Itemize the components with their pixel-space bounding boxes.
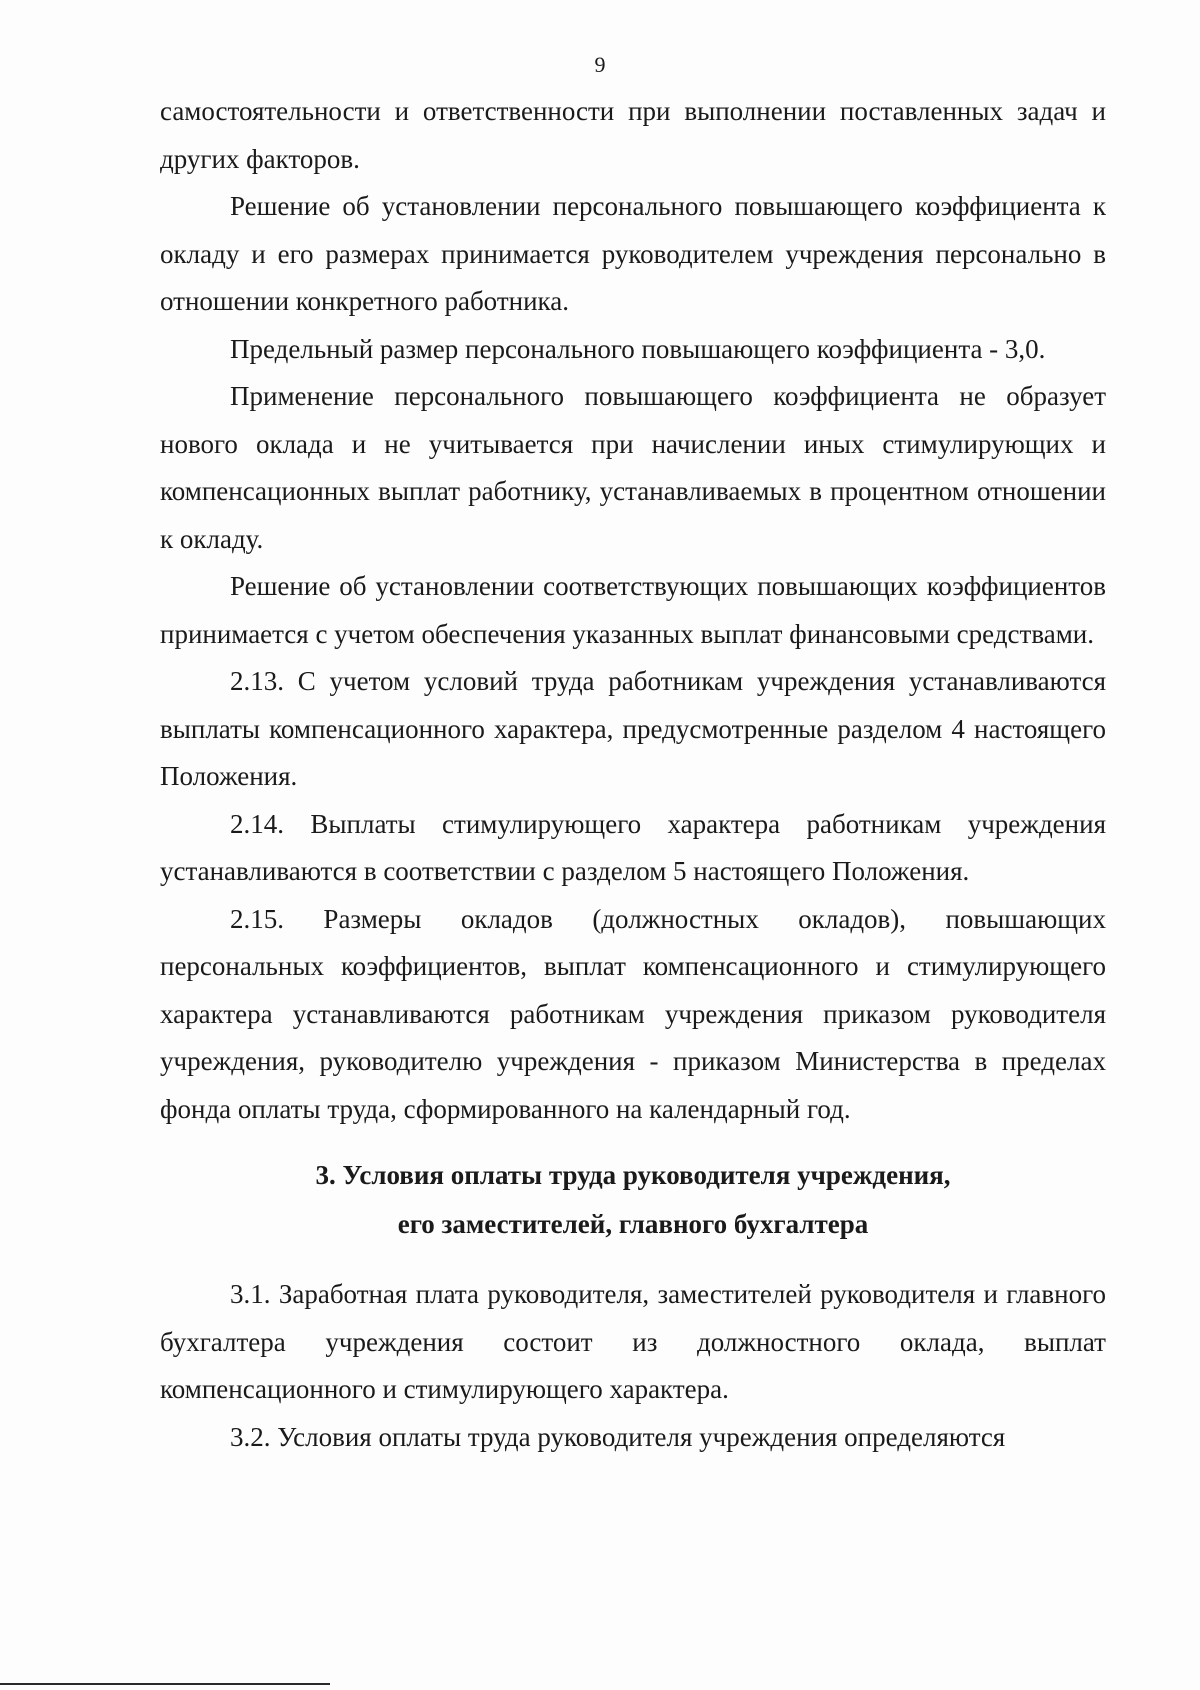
page-number: 9	[594, 52, 606, 77]
paragraph: 2.13. С учетом условий труда работникам учреждения устанавливаются выплаты компенсационного характера, предусмотренные разделом 4 настоящего Положения.	[160, 666, 1106, 791]
paragraph: Предельный размер персонального повышающего коэффициента - 3,0.	[230, 333, 1046, 364]
paragraph: Решение об установлении соответствующих повышающих коэффициентов принимается с учетом обеспечения указанных выплат финансовыми средствами.	[160, 571, 1106, 649]
paragraph: Применение персонального повышающего коэффициента не образует нового оклада и не учитывается при начислении иных стимулирующих и компенсационных выплат работнику, устанавливаемых в процентном отношении к окладу.	[160, 381, 1106, 554]
paragraphs-section-2	[160, 88, 1106, 1133]
paragraph: 3.2. Условия оплаты труда руководителя учреждения определяются	[230, 1421, 1006, 1452]
section-heading	[160, 1151, 1106, 1249]
paragraph: 2.15. Размеры окладов (должностных окладов), повышающих персональных коэффициентов, выплат компенсационного и стимулирующего характера устанавливаются работникам учреждения приказом руководителя учреждения, руководителю учреждения - приказом Министерства в пределах фонда оплаты труда, сформированного на календарный год.	[160, 903, 1106, 1124]
section-heading-line-1: 3. Условия оплаты труда руководителя учреждения,	[315, 1160, 951, 1190]
paragraphs-section-3	[160, 1271, 1106, 1461]
section-heading-line-2: его заместителей, главного бухгалтера	[397, 1209, 869, 1239]
paragraph: 2.14. Выплаты стимулирующего характера работникам учреждения устанавливаются в соответствии с разделом 5 настоящего Положения.	[160, 808, 1106, 886]
paragraph: Решение об установлении персонального повышающего коэффициента к окладу и его размерах принимается руководителем учреждения персонально в отношении конкретного работника.	[160, 191, 1106, 316]
document-body	[160, 88, 1106, 1461]
paragraph: 3.1. Заработная плата руководителя, заместителей руководителя и главного бухгалтера учреждения состоит из должностного оклада, выплат компенсационного и стимулирующего характера.	[160, 1279, 1106, 1404]
paragraph: самостоятельности и ответственности при выполнении поставленных задач и других факторов.	[160, 96, 1106, 174]
footer-rule	[0, 1683, 330, 1685]
